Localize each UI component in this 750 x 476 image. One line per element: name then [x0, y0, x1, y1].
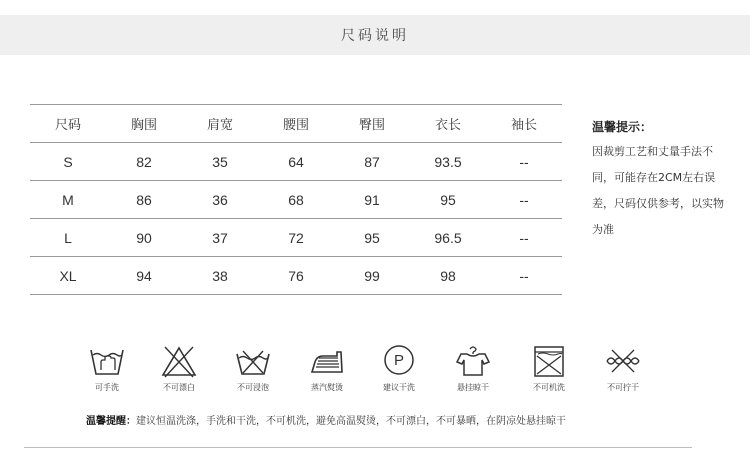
care-item-steam-iron	[292, 344, 362, 393]
table-row	[30, 143, 562, 181]
care-label: 建议干洗	[383, 383, 415, 392]
table-cell: 95	[410, 181, 486, 219]
size-cell: XL	[30, 257, 106, 295]
no-soak-icon	[233, 344, 273, 378]
table-cell: 76	[258, 257, 334, 295]
divider	[24, 447, 692, 448]
size-cell: M	[30, 181, 106, 219]
table-cell: --	[486, 257, 562, 295]
title-bar	[0, 15, 750, 55]
size-cell: L	[30, 219, 106, 257]
care-item-no-soak	[218, 344, 288, 393]
care-item-dry-clean	[364, 344, 434, 393]
tips-body: 因裁剪工艺和丈量手法不同，可能存在2CM左右误差，尺码仅供参考，以实物为准	[592, 145, 724, 236]
table-cell: 68	[258, 181, 334, 219]
no-wring-icon	[603, 344, 643, 378]
table-cell: 91	[334, 181, 410, 219]
size-table	[30, 104, 562, 295]
care-label: 不可机洗	[533, 383, 565, 392]
care-label: 悬挂晾干	[457, 383, 489, 392]
table-cell: --	[486, 219, 562, 257]
table-cell: 98	[410, 257, 486, 295]
table-row	[30, 219, 562, 257]
column-header: 尺码	[30, 105, 106, 143]
table-cell: 94	[106, 257, 182, 295]
column-header: 袖长	[486, 105, 562, 143]
no-machine-wash-icon	[529, 344, 569, 378]
table-row	[30, 257, 562, 295]
table-cell: 35	[182, 143, 258, 181]
care-label: 蒸汽熨烫	[311, 383, 343, 392]
steam-iron-icon	[307, 344, 347, 378]
table-cell: 38	[182, 257, 258, 295]
table-cell: 93.5	[410, 143, 486, 181]
care-item-no-wring	[588, 344, 658, 393]
care-label: 可手洗	[95, 383, 119, 392]
care-item-hang-dry	[438, 344, 508, 393]
no-bleach-icon	[159, 344, 199, 378]
table-cell: 95	[334, 219, 410, 257]
size-cell: S	[30, 143, 106, 181]
care-instructions	[82, 344, 652, 404]
tips-panel	[592, 118, 734, 243]
hang-dry-icon	[453, 344, 493, 378]
reminder-text: 建议恒温洗涤，手洗和干洗，不可机洗，避免高温熨烫，不可漂白，不可暴晒，在阴凉处悬挂晾干	[136, 416, 566, 427]
table-cell: 87	[334, 143, 410, 181]
tips-title: 温馨提示：	[592, 120, 653, 134]
care-reminder	[86, 412, 566, 427]
table-cell: 90	[106, 219, 182, 257]
table-cell: 86	[106, 181, 182, 219]
hand-wash-icon	[87, 344, 127, 378]
table-cell: 96.5	[410, 219, 486, 257]
table-cell: 37	[182, 219, 258, 257]
care-label: 不可漂白	[163, 383, 195, 392]
page-title: 尺码说明	[341, 28, 409, 44]
care-item-hand-wash	[72, 344, 142, 393]
table-cell: --	[486, 143, 562, 181]
svg-text:P: P	[393, 352, 405, 369]
table-cell: 82	[106, 143, 182, 181]
care-item-no-bleach	[144, 344, 214, 393]
table-header-row	[30, 105, 562, 143]
table-cell: 36	[182, 181, 258, 219]
table-cell: --	[486, 181, 562, 219]
care-label: 不可浸泡	[237, 383, 269, 392]
dry-clean-icon	[379, 344, 419, 378]
column-header: 衣长	[410, 105, 486, 143]
column-header: 肩宽	[182, 105, 258, 143]
table-cell: 99	[334, 257, 410, 295]
table-row	[30, 181, 562, 219]
column-header: 腰围	[258, 105, 334, 143]
column-header: 臀围	[334, 105, 410, 143]
reminder-label: 温馨提醒：	[86, 416, 136, 427]
table-cell: 64	[258, 143, 334, 181]
care-label: 不可拧干	[607, 383, 639, 392]
care-item-no-machine-wash	[514, 344, 584, 393]
table-cell: 72	[258, 219, 334, 257]
column-header: 胸围	[106, 105, 182, 143]
